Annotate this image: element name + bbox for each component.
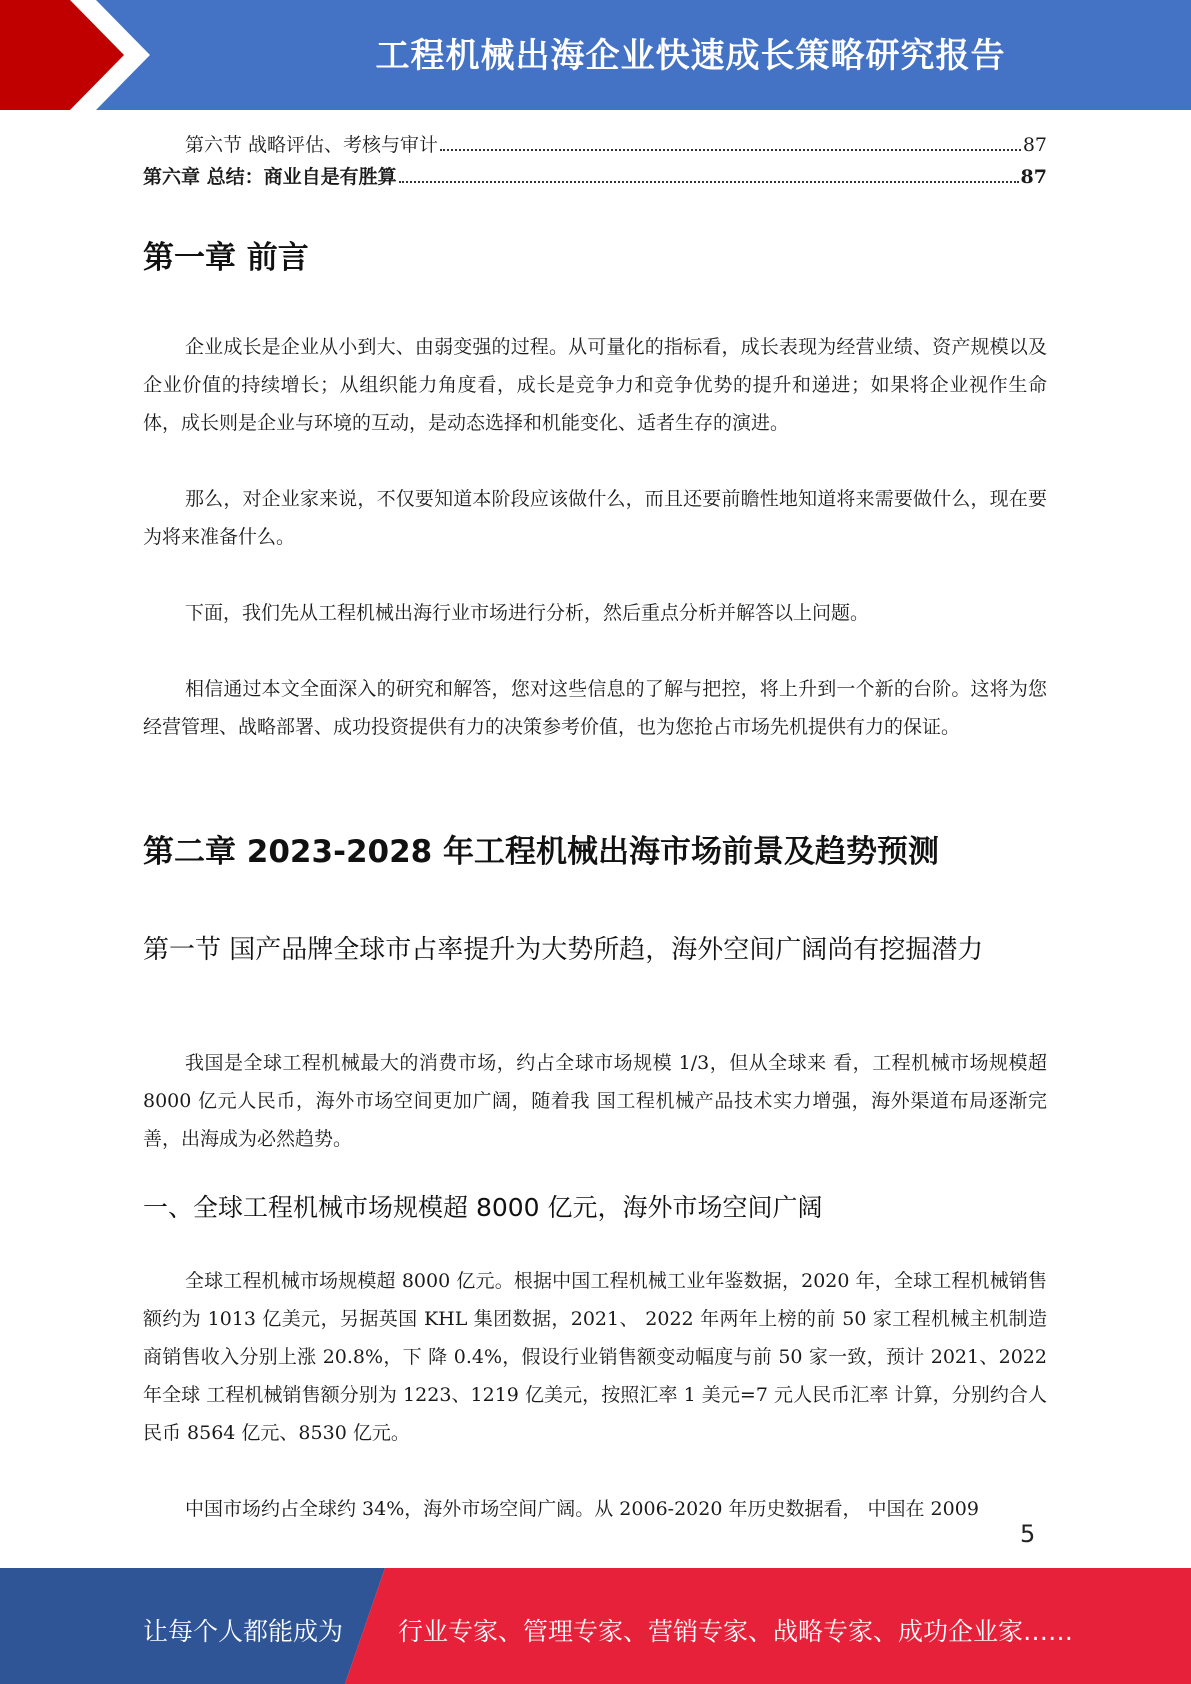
footer-slogan-left: 让每个人都能成为 [143, 1617, 344, 1646]
page-footer [0, 1568, 1191, 1684]
body-paragraph: 中国市场约占全球约 34%，海外市场空间广阔。从 2006-2020 年历史数据看， 中国在 2009 [185, 1498, 979, 1520]
toc-leader-dots [399, 181, 1019, 183]
section-heading: 第一节 国产品牌全球市占率提升为大势所趋，海外空间广阔尚有挖掘潜力 [143, 935, 984, 965]
toc-entry-page: 87 [1020, 166, 1047, 188]
chapter-heading: 第二章 2023-2028 年工程机械出海市场前景及趋势预测 [143, 834, 940, 870]
body-paragraph: 全球工程机械市场规模超 8000 亿元。根据中国工程机械工业年鉴数据，2020 年，全球工程机械销售额约为 1013 亿美元，另据英国 KHL 集团数据，2021、 2022 年两年上榜的前 50 家工程机械主机制造商销售收入分别上涨 20.8%，下 降 0.4%，假设行业销售额变动幅度与前 50 家一致，预计 2021、2022 年全球 工程机械销售额分别为 1223、1219 亿美元，按照汇率 1 美元=7 元人民币汇率 计算，分别约合人民币 8564 亿元、8530 亿元。 [143, 1270, 1047, 1444]
toc-entry-page: 87 [1022, 134, 1047, 156]
body-paragraph: 下面，我们先从工程机械出海行业市场进行分析，然后重点分析并解答以上问题。 [185, 602, 870, 624]
footer-slogan-right: 行业专家、管理专家、营销专家、战略专家、成功企业家…… [398, 1617, 1074, 1646]
toc-entry-label: 第六章 总结：商业自是有胜算 [143, 166, 397, 188]
toc-entry[interactable] [143, 162, 1047, 189]
body-paragraph: 企业成长是企业从小到大、由弱变强的过程。从可量化的指标看，成长表现为经营业绩、资产规模以及企业价值的持续增长；从组织能力角度看，成长是竞争力和竞争优势的提升和递进；如果将企业视作生命体，成长则是企业与环境的互动，是动态选择和机能变化、适者生存的演进。 [143, 336, 1047, 434]
body-paragraph: 相信通过本文全面深入的研究和解答，您对这些信息的了解与把控，将上升到一个新的台阶。这将为您经营管理、战略部署、成功投资提供有力的决策参考价值，也为您抢占市场先机提供有力的保证。 [143, 678, 1047, 738]
subsection-heading: 一、全球工程机械市场规模超 8000 亿元，海外市场空间广阔 [143, 1193, 823, 1222]
chapter-heading: 第一章 前言 [143, 240, 309, 276]
header-title: 工程机械出海企业快速成长策略研究报告 [375, 36, 1006, 76]
toc-entry[interactable] [143, 130, 1047, 157]
body-paragraph: 那么，对企业家来说，不仅要知道本阶段应该做什么，而且还要前瞻性地知道将来需要做什么，现在要为将来准备什么。 [143, 488, 1047, 548]
toc-entry-label: 第六节 战略评估、考核与审计 [185, 134, 439, 156]
page-number: 5 [1020, 1520, 1036, 1548]
toc-leader-dots [440, 149, 1021, 151]
page-header [0, 0, 1191, 110]
body-paragraph: 我国是全球工程机械最大的消费市场，约占全球市场规模 1/3，但从全球来 看，工程机械市场规模超 8000 亿元人民币，海外市场空间更加广阔，随着我 国工程机械产品技术实力增强，海外渠道布局逐渐完善，出海成为必然趋势。 [143, 1052, 1047, 1150]
